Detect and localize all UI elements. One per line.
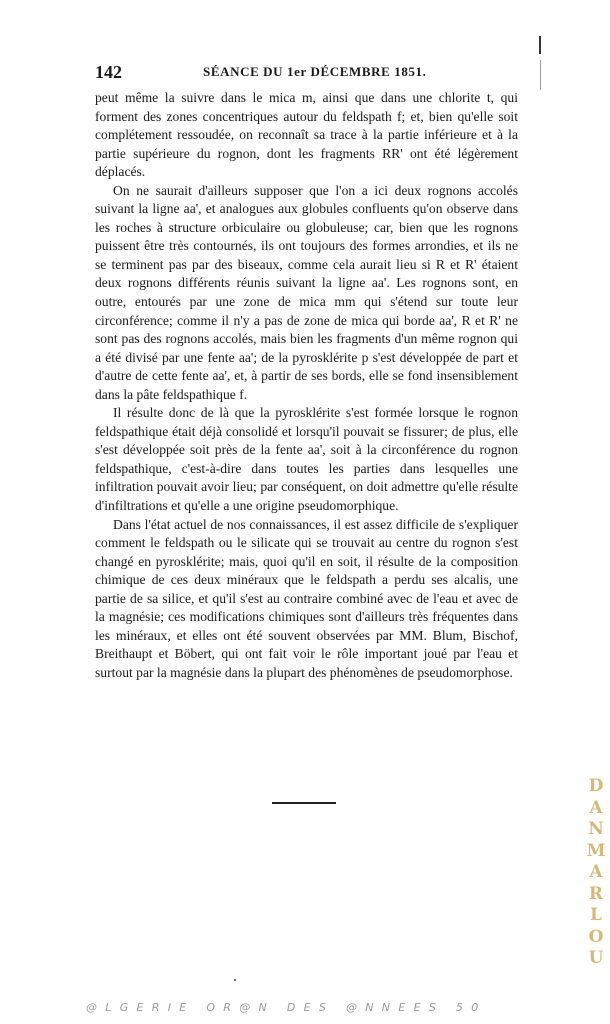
side-watermark-letter: O — [588, 926, 604, 947]
side-watermark-letter: A — [589, 862, 603, 882]
running-title: SÉANCE DU 1er DÉCEMBRE 1851. — [203, 64, 427, 79]
body-text — [95, 89, 518, 683]
paragraph-3: Il résulte donc de là que la pyrosklérite s'est formée lorsque le rognon feldspathique était déjà consolidé et lorsqu'il pouvait se fissurer; de plus, elle s'est développée soit près de la fente aa', soit à la circonférence du rognon feldspathique, c'est-à-dire dans toutes les parties dans lesquelles une infiltration pouvait avoir lieu; par conséquent, on doit admettre qu'elle résulte d'infiltrations et qu'elle a une origine pseudomorphique. — [95, 405, 518, 514]
page-edge-mark — [539, 36, 541, 54]
paragraph-4: Dans l'état actuel de nos connaissances, il est assez difficile de s'expliquer comment le feldspath ou le silicate qui se trouvait au centre du rognon s'est changé en pyrosklérite; mais, quoi qu'il en soit, il résulte de la composition chimique de ces deux minéraux que le feldspath a perdu ses alcalis, une partie de sa silice, et qu'il s'est au contraire combiné avec de l'eau et avec de la magnésie; ces modifications chimiques sont d'ailleurs très fréquentes dans les minéraux, et elles ont été souvent observées par MM. Blum, Bischof, Breithaupt et Böbert, qui ont fait voir le rôle important joué par l'eau et surtout par la magnésie dans la plupart des phénomènes de pseudomorphose. — [95, 516, 518, 680]
page-number: 142 — [95, 62, 122, 82]
page-header — [95, 62, 518, 84]
side-watermark-letter: D — [588, 776, 604, 796]
side-watermark-letter: N — [588, 819, 604, 839]
side-watermark-letter: M — [586, 840, 606, 861]
speck — [234, 979, 236, 981]
section-end-rule — [272, 802, 336, 804]
side-watermark-letter: A — [589, 797, 603, 818]
side-watermark — [586, 776, 606, 970]
footer-watermark: @LGERIE OR@N DES @NNEES 50 — [86, 1001, 487, 1014]
side-watermark-letter: L — [590, 905, 602, 925]
side-watermark-letter: U — [588, 948, 604, 968]
side-watermark-letter: R — [588, 883, 604, 904]
page-edge-mark-faint — [540, 60, 541, 90]
paragraph-1: peut même la suivre dans le mica m, ainsi que dans une chlorite t, qui forment des zones concentriques autour du feldspath f; et, bien qu'elle soit complétement ressoudée, on reconnaît sa trace à la partie inférieure et à la partie supérieure du rognon, dont les fragments RR' ont été légèrement déplacés. — [95, 90, 518, 180]
paragraph-2: On ne saurait d'ailleurs supposer que l'on a ici deux rognons accolés suivant la ligne aa', et analogues aux globules confluents qu'on observe dans les roches à structure orbiculaire ou globuleuse; car, bien que les rognons puissent être très contournés, ils ont toujours des formes arrondies, et ils ne se terminent pas par des biseaux, comme cela aurait lieu si R et R' étaient deux rognons différents réunis suivant la ligne aa'. Les rognons sont, en outre, entourés par une zone de mica mm qui s'étend sur toute leur circonférence; comme il n'y a pas de zone de mica qui borde aa', R et R' ne sont pas des rognons accolés, mais bien les fragments d'un même rognon qui a été divisé par une fente aa'; de la pyrosklérite p s'est développée de part et d'autre de cette fente aa', et, à partir de ses bords, elle se fond insensiblement dans la pâte feldspathique f. — [95, 182, 518, 402]
